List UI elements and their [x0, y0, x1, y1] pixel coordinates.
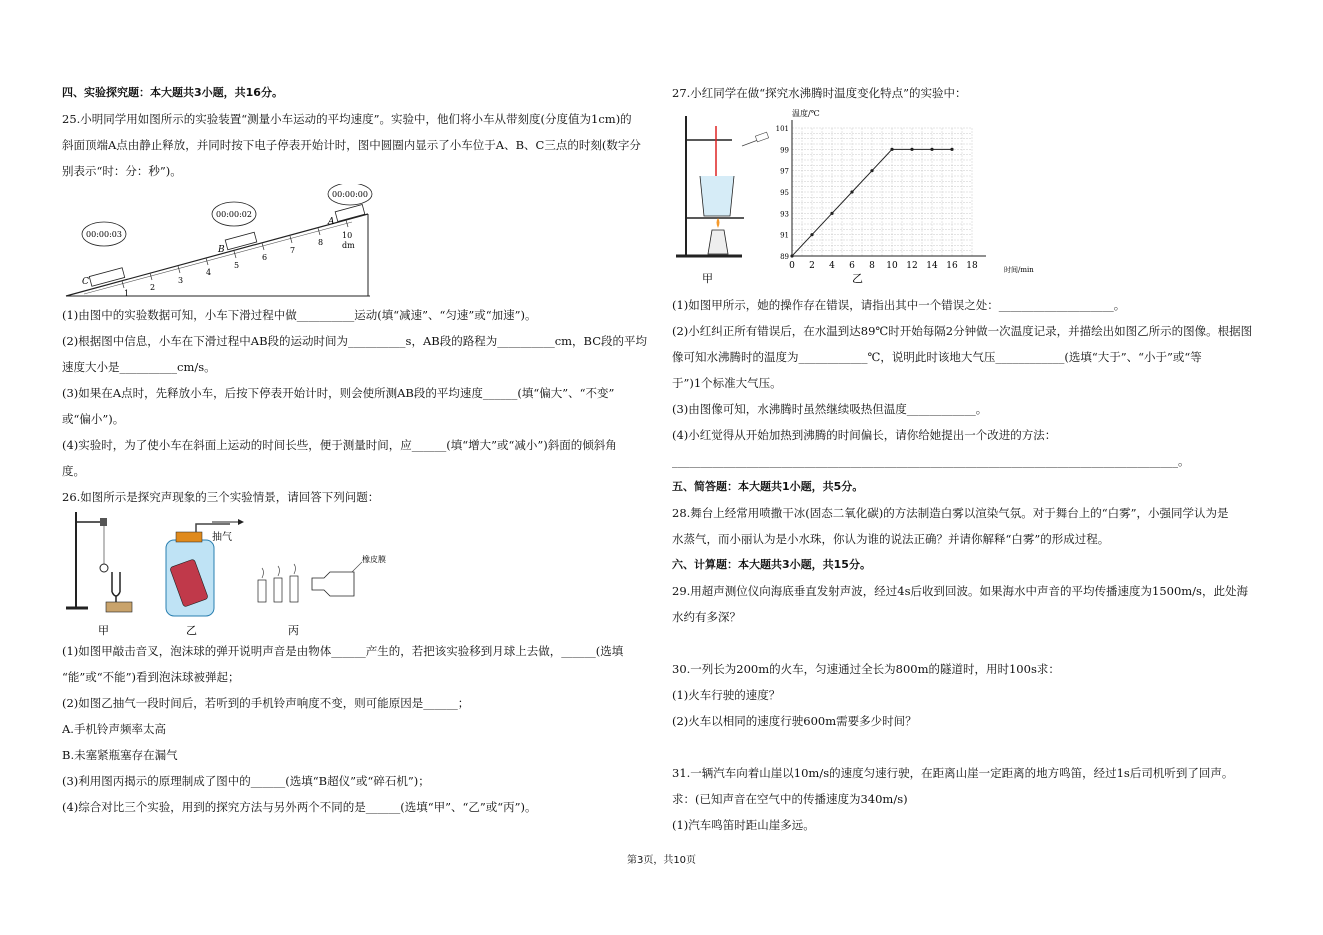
y-tick-label: 99 [780, 146, 789, 155]
x-axis-label: 时间/min [1004, 266, 1034, 274]
y-tick-label: 91 [780, 231, 789, 240]
x-tick-label: 18 [966, 261, 978, 271]
caption-yi: 乙 [852, 272, 863, 285]
q30-part-1: (1)火车行驶的速度？ [672, 688, 781, 702]
cart-c [89, 268, 124, 286]
data-point [930, 148, 933, 151]
data-point [910, 148, 913, 151]
q25-part-1: (1)由图中的实验数据可知，小车下滑过程中做__________运动(填“减速”、“匀速”或“加速”)。 [62, 308, 537, 322]
boiling-apparatus [676, 116, 769, 285]
q30-stem: 30.一列长为200m的火车，匀速通过全长为800m的隧道时，用时100s求： [672, 662, 1060, 676]
left-column [62, 80, 652, 820]
q27-part-3: (3)由图像可知，水沸腾时虽然继续吸热但温度____________。 [672, 402, 988, 416]
x-tick-label: 12 [906, 261, 918, 271]
q26-part-1a: (1)如图甲敲击音叉，泡沫球的弹开说明声音是由物体______产生的，若把该实验移到月球上去做，______(选填 [62, 644, 624, 658]
q27-part-4: (4)小红觉得从开始加热到沸腾的时间偏长，请你给她提出一个改进的方法： [672, 428, 1057, 442]
q27-part-2c: 于”)1个标准大气压。 [672, 376, 782, 390]
y-tick-label: 101 [775, 125, 789, 133]
x-tick-label: 14 [926, 261, 938, 271]
sound-experiments-figure [62, 510, 402, 638]
tick-label: 10 [342, 231, 353, 240]
data-point [830, 212, 833, 215]
q25-part-3b: 或“偏小”)。 [62, 412, 125, 426]
q25-part-2b: 速度大小是__________cm/s。 [62, 360, 216, 374]
tick-label: 6 [262, 253, 268, 262]
q31-given: 求：(已知声音在空气中的传播速度为340m/s) [672, 792, 908, 806]
q28-line-1: 28.舞台上经常用喷撒干冰(固态二氧化碳)的方法制造白雾以渲染气氛。对于舞台上的“白雾”，小强同学认为是 [672, 506, 1229, 520]
data-point [890, 148, 893, 151]
q26-option-b: B.未塞紧瓶塞存在漏气 [62, 748, 178, 762]
tick-label: 2 [150, 283, 156, 292]
tick-label: 3 [178, 276, 184, 285]
tick-label: 7 [290, 246, 296, 255]
q26-part-3: (3)利用图丙揭示的原理制成了图中的______(选填“B超仪”或“碎石机”)； [62, 774, 430, 788]
section-6-heading: 六、计算题：本大题共3小题，共15分。 [672, 558, 871, 571]
q26-part-1b: “能”或“不能”)看到泡沫球被弹起； [62, 670, 240, 684]
q27-stem: 27.小红同学在做“探究水沸腾时温度变化特点”的实验中： [672, 86, 967, 100]
q27-answer-line: ________________________________________________________________________________________。 [672, 454, 1190, 468]
data-point [790, 254, 793, 257]
q25-line-2: 斜面顶端A点由静止释放，并同时按下电子停表开始计时，图中圆圈内显示了小车位于A、B、C三点的时刻(数字分 [62, 138, 641, 152]
x-tick-label: 16 [946, 261, 958, 271]
page-footer: 第3页，共10页 [626, 855, 697, 866]
q30-part-2: (2)火车以相同的速度行驶600m需要多少时间？ [672, 714, 917, 728]
q26-option-a: A.手机铃声频率太高 [62, 722, 166, 736]
section-4-heading: 四、实验探究题：本大题共3小题，共16分。 [62, 86, 283, 99]
x-tick-label: 4 [829, 261, 835, 271]
point-c-label: C [82, 277, 89, 287]
incline-figure [62, 184, 392, 302]
q28-line-2: 水蒸气，而小丽认为是小水珠，你认为谁的说法正确？并请你解释“白雾”的形成过程。 [672, 532, 1110, 546]
y-tick-label: 93 [780, 210, 789, 219]
q25-part-3a: (3)如果在A点时，先释放小车，后按下停表开始计时，则会使所测AB段的平均速度______(填“偏大”、“不变” [62, 386, 615, 400]
q29-line-1: 29.用超声测位仪向海底垂直发射声波，经过4s后收到回波。如果海水中声音的平均传播速度为1500m/s，此处海 [672, 584, 1248, 598]
q27-part-1: (1)如图甲所示，她的操作存在错误，请指出其中一个错误之处：____________________。 [672, 298, 1126, 312]
unit-label: dm [342, 241, 355, 250]
data-point [870, 169, 873, 172]
q25-part-2a: (2)根据图中信息，小车在下滑过程中AB段的运动时间为__________s，AB段的路程为__________cm，BC段的平均 [62, 334, 648, 348]
x-tick-label: 0 [789, 261, 795, 271]
q26-part-4: (4)综合对比三个实验，用到的探究方法与另外两个不同的是______(选填“甲”、“乙”或“丙”)。 [62, 800, 537, 814]
air-label: 抽气 [212, 532, 232, 543]
q27-part-2b: 像可知水沸腾时的温度为____________℃，说明此时该地大气压____________(选填“大于”、“小于”或“等 [672, 350, 1202, 364]
q27-part-2a: (2)小红纠正所有错误后，在水温到达89℃时开始每隔2分钟做一次温度记录，并描绘出如图乙所示的图像。根据图 [672, 324, 1253, 338]
caption-jia: 甲 [702, 272, 713, 285]
x-tick-label: 10 [886, 261, 898, 271]
boiling-figure [672, 106, 1052, 292]
right-column [672, 80, 1262, 838]
y-tick-label: 89 [780, 253, 789, 261]
q26-part-2: (2)如图乙抽气一段时间后，若听到的手机铃声响度不变，则可能原因是______； [62, 696, 470, 710]
tick-label: 1 [124, 289, 130, 298]
tick-label: 4 [206, 268, 212, 277]
caption-jia: 甲 [98, 624, 109, 637]
cart-b [225, 232, 257, 249]
q31-stem: 31.一辆汽车向着山崖以10m/s的速度匀速行驶，在距离山崖一定距离的地方鸣笛，经过1s后司机听到了回声。 [672, 766, 1234, 780]
section-5-heading: 五、简答题：本大题共1小题，共5分。 [672, 480, 864, 493]
q26-stem: 26.如图所示是探究声现象的三个实验情景，请回答下列问题： [62, 490, 380, 504]
q29-line-2: 水约有多深？ [672, 610, 741, 624]
point-a-label: A [328, 217, 335, 227]
data-point [950, 148, 953, 151]
y-tick-label: 97 [780, 167, 789, 176]
q25-line-3: 别表示“时：分：秒”)。 [62, 164, 182, 178]
point-b-label: B [218, 245, 225, 255]
caption-bing: 丙 [288, 624, 299, 637]
tick-label: 8 [318, 238, 324, 247]
q31-part-1: (1)汽车鸣笛时距山崖多远。 [672, 818, 815, 832]
x-tick-label: 6 [849, 261, 855, 271]
q25-part-4a: (4)实验时，为了使小车在斜面上运动的时间长些，便于测量时间，应______(填“增大”或“减小”)斜面的倾斜角 [62, 438, 617, 452]
temperature-chart [776, 108, 1035, 285]
clock-a-time: 00:00:00 [332, 190, 368, 199]
x-tick-label: 2 [809, 261, 815, 271]
data-point [850, 190, 853, 193]
clock-b-time: 00:00:02 [216, 210, 252, 219]
film-label: 橡皮膜 [362, 555, 386, 564]
q25-line-1: 25.小明同学用如图所示的实验装置“测量小车运动的平均速度”。实验中，他们将小车从带刻度(分度值为1cm)的 [62, 112, 632, 126]
clock-c-time: 00:00:03 [86, 230, 122, 239]
q25-part-4b: 度。 [62, 464, 85, 478]
y-axis-label: 温度/℃ [792, 109, 820, 118]
x-tick-label: 8 [869, 261, 875, 271]
tick-label: 5 [234, 261, 240, 270]
data-point [810, 233, 813, 236]
caption-yi: 乙 [186, 624, 197, 637]
y-tick-label: 95 [780, 189, 789, 197]
